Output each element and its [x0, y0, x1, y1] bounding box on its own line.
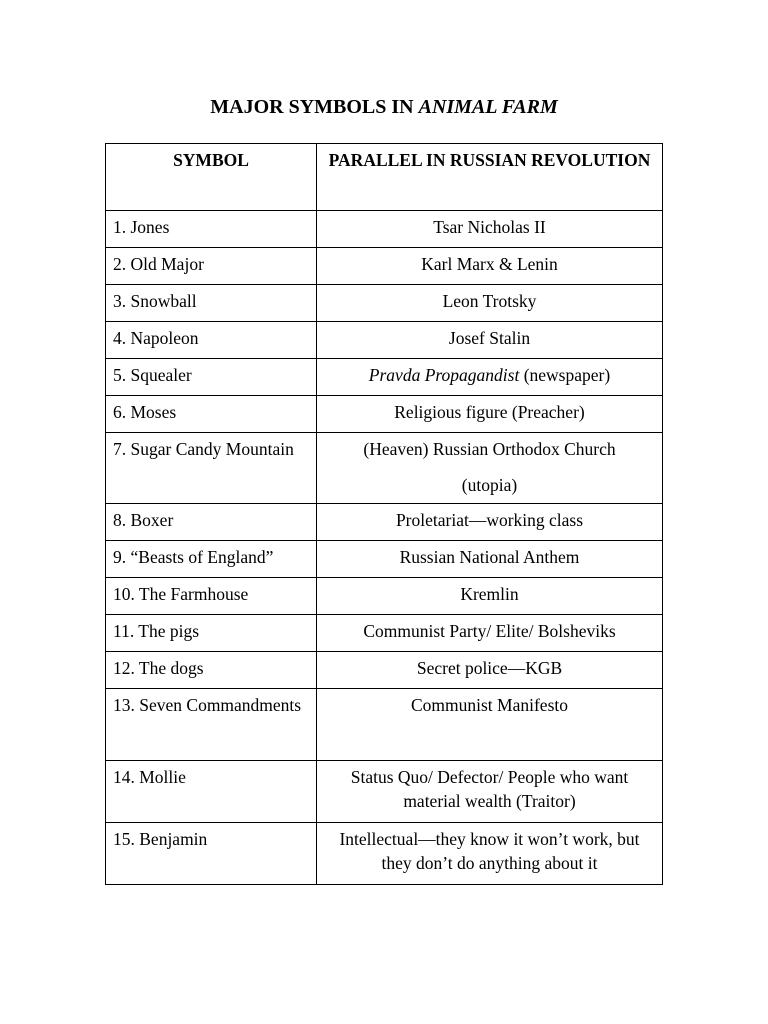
symbol-cell: 15. Benjamin	[106, 823, 317, 885]
symbol-cell: 6. Moses	[106, 396, 317, 433]
table-row	[106, 211, 663, 248]
title-prefix: MAJOR SYMBOLS IN	[210, 96, 419, 118]
parallel-cell: Tsar Nicholas II	[317, 211, 663, 248]
table-row	[106, 541, 663, 578]
parallel-line-1: (Heaven) Russian Orthodox Church	[363, 439, 616, 459]
header-parallel: PARALLEL IN RUSSIAN REVOLUTION	[317, 144, 663, 211]
table-row	[106, 761, 663, 823]
parallel-cell: Intellectual—they know it won’t work, but they don’t do anything about it	[317, 823, 663, 885]
symbol-cell: 10. The Farmhouse	[106, 578, 317, 615]
symbol-cell: 2. Old Major	[106, 248, 317, 285]
parallel-cell: Leon Trotsky	[317, 285, 663, 322]
table-row	[106, 652, 663, 689]
parallel-cell: Russian National Anthem	[317, 541, 663, 578]
symbol-cell: 12. The dogs	[106, 652, 317, 689]
parallel-cell: Religious figure (Preacher)	[317, 396, 663, 433]
table-row	[106, 285, 663, 322]
symbol-cell: 14. Mollie	[106, 761, 317, 823]
parallel-cell: Communist Party/ Elite/ Bolsheviks	[317, 615, 663, 652]
parallel-cell: Josef Stalin	[317, 322, 663, 359]
parallel-cell: Communist Manifesto	[317, 689, 663, 761]
symbol-cell: 4. Napoleon	[106, 322, 317, 359]
parallel-cell	[317, 433, 663, 504]
table-row	[106, 578, 663, 615]
table-row	[106, 433, 663, 504]
table-row	[106, 689, 663, 761]
table-row	[106, 823, 663, 885]
table-row	[106, 359, 663, 396]
parallel-cell: Status Quo/ Defector/ People who want material wealth (Traitor)	[317, 761, 663, 823]
table-row	[106, 322, 663, 359]
table-row	[106, 615, 663, 652]
table-row	[106, 396, 663, 433]
parallel-italic-text: Pravda Propagandist	[368, 365, 520, 385]
symbol-cell: 7. Sugar Candy Mountain	[106, 433, 317, 504]
parallel-cell: Karl Marx & Lenin	[317, 248, 663, 285]
parallel-cell: Secret police—KGB	[317, 652, 663, 689]
symbol-cell: 5. Squealer	[106, 359, 317, 396]
parallel-line-2: (utopia)	[461, 475, 518, 495]
symbol-cell: 1. Jones	[106, 211, 317, 248]
parallel-cell	[317, 359, 663, 396]
symbols-table	[105, 143, 663, 885]
parallel-cell: Proletariat—working class	[317, 504, 663, 541]
symbol-cell: 11. The pigs	[106, 615, 317, 652]
symbol-cell: 8. Boxer	[106, 504, 317, 541]
symbol-cell: 9. “Beasts of England”	[106, 541, 317, 578]
table-header-row	[106, 144, 663, 211]
parallel-rest-text: (newspaper)	[519, 365, 611, 385]
title-book-name: ANIMAL FARM	[418, 96, 558, 118]
symbol-cell: 3. Snowball	[106, 285, 317, 322]
page-title	[0, 94, 768, 120]
table-row	[106, 504, 663, 541]
symbol-cell: 13. Seven Commandments	[106, 689, 317, 761]
table-row	[106, 248, 663, 285]
header-symbol: SYMBOL	[106, 144, 317, 211]
parallel-cell: Kremlin	[317, 578, 663, 615]
